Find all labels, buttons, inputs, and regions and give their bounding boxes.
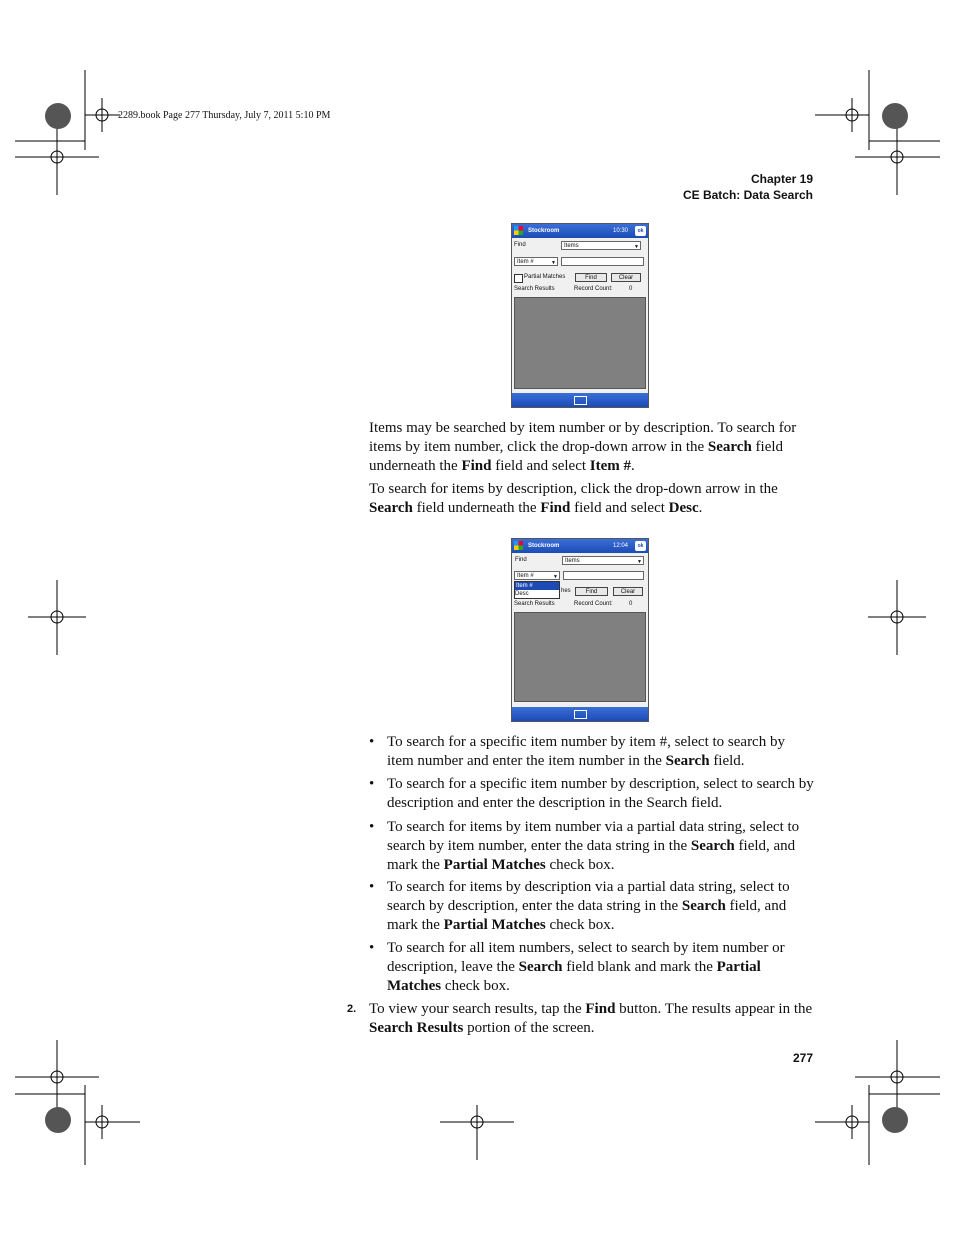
search-by-select[interactable]: [514, 257, 558, 266]
device-screenshot-2: [511, 538, 649, 722]
windows-start-icon: [514, 541, 523, 550]
print-slug: 2289.book Page 277 Thursday, July 7, 2011 5:10 PM: [118, 110, 331, 121]
bullet-marker: •: [369, 734, 375, 750]
ok-button[interactable]: ok: [635, 541, 646, 551]
step-text: To view your search results, tap the Find button. The results appear in the Search Results portion of the screen.: [369, 1001, 813, 1036]
find-button[interactable]: Find: [575, 587, 608, 596]
windows-start-icon: [514, 226, 523, 235]
find-label: Find: [515, 557, 527, 563]
search-by-value: Item #: [517, 573, 534, 579]
page-number: 277: [792, 1051, 813, 1065]
search-by-value: Item #: [517, 259, 534, 265]
chapter-number: Chapter 19: [750, 172, 813, 186]
title-bar: [512, 224, 648, 238]
step-number: 2.: [347, 1003, 357, 1015]
search-by-dropdown-list[interactable]: [514, 581, 560, 599]
dropdown-arrow-icon: ▼: [637, 559, 642, 565]
find-select[interactable]: [562, 556, 644, 565]
clear-button[interactable]: Clear: [613, 587, 643, 596]
bullet-text: To search for a specific item number by item #, select to search by item number and enter the item number in the Search field.: [387, 734, 785, 769]
find-value: Items: [564, 243, 579, 249]
search-results-label: Search Results: [514, 286, 555, 292]
keyboard-icon[interactable]: [574, 710, 587, 719]
search-by-select[interactable]: [514, 571, 560, 580]
paragraph-1: Items may be searched by item number or by description. To search for items by item number, click the drop-down arrow in the Search field underneath the Find field and select Item #.: [369, 420, 797, 474]
clock: 12:04: [612, 543, 628, 549]
chapter-title: CE Batch: Data Search: [682, 188, 813, 202]
bullet-marker: •: [369, 940, 375, 956]
device-screenshot-1: [511, 223, 649, 408]
dropdown-arrow-icon: ▼: [634, 244, 639, 250]
title-bar: [512, 539, 648, 553]
find-button[interactable]: Find: [575, 273, 607, 282]
search-input[interactable]: [561, 257, 644, 266]
bullet-marker: •: [369, 819, 375, 835]
record-count-value: 0: [629, 601, 633, 607]
record-count-label: Record Count:: [574, 286, 613, 292]
record-count-label: Record Count:: [574, 601, 613, 607]
bullet-text: To search for items by item number via a partial data string, select to search by item number, enter the data string in the Search field, and mark the Partial Matches check box.: [387, 819, 800, 873]
keyboard-icon[interactable]: [574, 396, 587, 405]
search-results-area: [514, 612, 646, 702]
bullet-marker: •: [369, 879, 375, 895]
search-results-label: Search Results: [514, 601, 555, 607]
paragraph-2: To search for items by description, click the drop-down arrow in the Search field underneath the Find field and select Desc.: [369, 481, 778, 516]
bullet-text: To search for all item numbers, select to search by item number or description, leave the Search field blank and mark the Partial Matches check box.: [387, 940, 785, 994]
option-desc[interactable]: Desc: [515, 591, 529, 597]
app-title: Stockroom: [528, 228, 560, 234]
app-title: Stockroom: [528, 543, 560, 549]
find-value: Items: [565, 558, 580, 564]
record-count-value: 0: [629, 286, 633, 292]
option-item-number[interactable]: Item #: [515, 582, 559, 590]
bottom-bar: [512, 707, 648, 721]
dropdown-arrow-icon: ▼: [553, 574, 558, 580]
partial-matches-checkbox[interactable]: [514, 274, 523, 283]
search-input[interactable]: [563, 571, 644, 580]
find-select[interactable]: [561, 241, 641, 250]
dropdown-arrow-icon: ▼: [551, 260, 556, 266]
clock: 10:30: [612, 228, 628, 234]
ok-button[interactable]: ok: [635, 226, 646, 236]
clear-button[interactable]: Clear: [611, 273, 641, 282]
bullet-marker: •: [369, 776, 375, 792]
bottom-bar: [512, 393, 648, 407]
bullet-text: To search for items by description via a partial data string, select to search by description, enter the data string in the Search field, and mark the Partial Matches check box.: [387, 879, 790, 933]
partial-matches-label-partial: hes: [561, 588, 571, 594]
search-results-area: [514, 297, 646, 389]
bullet-text: To search for a specific item number by description, select to search by description and enter the description in the Search field.: [387, 776, 814, 811]
partial-matches-label: Partial Matches: [524, 274, 566, 280]
find-label: Find: [514, 242, 526, 248]
